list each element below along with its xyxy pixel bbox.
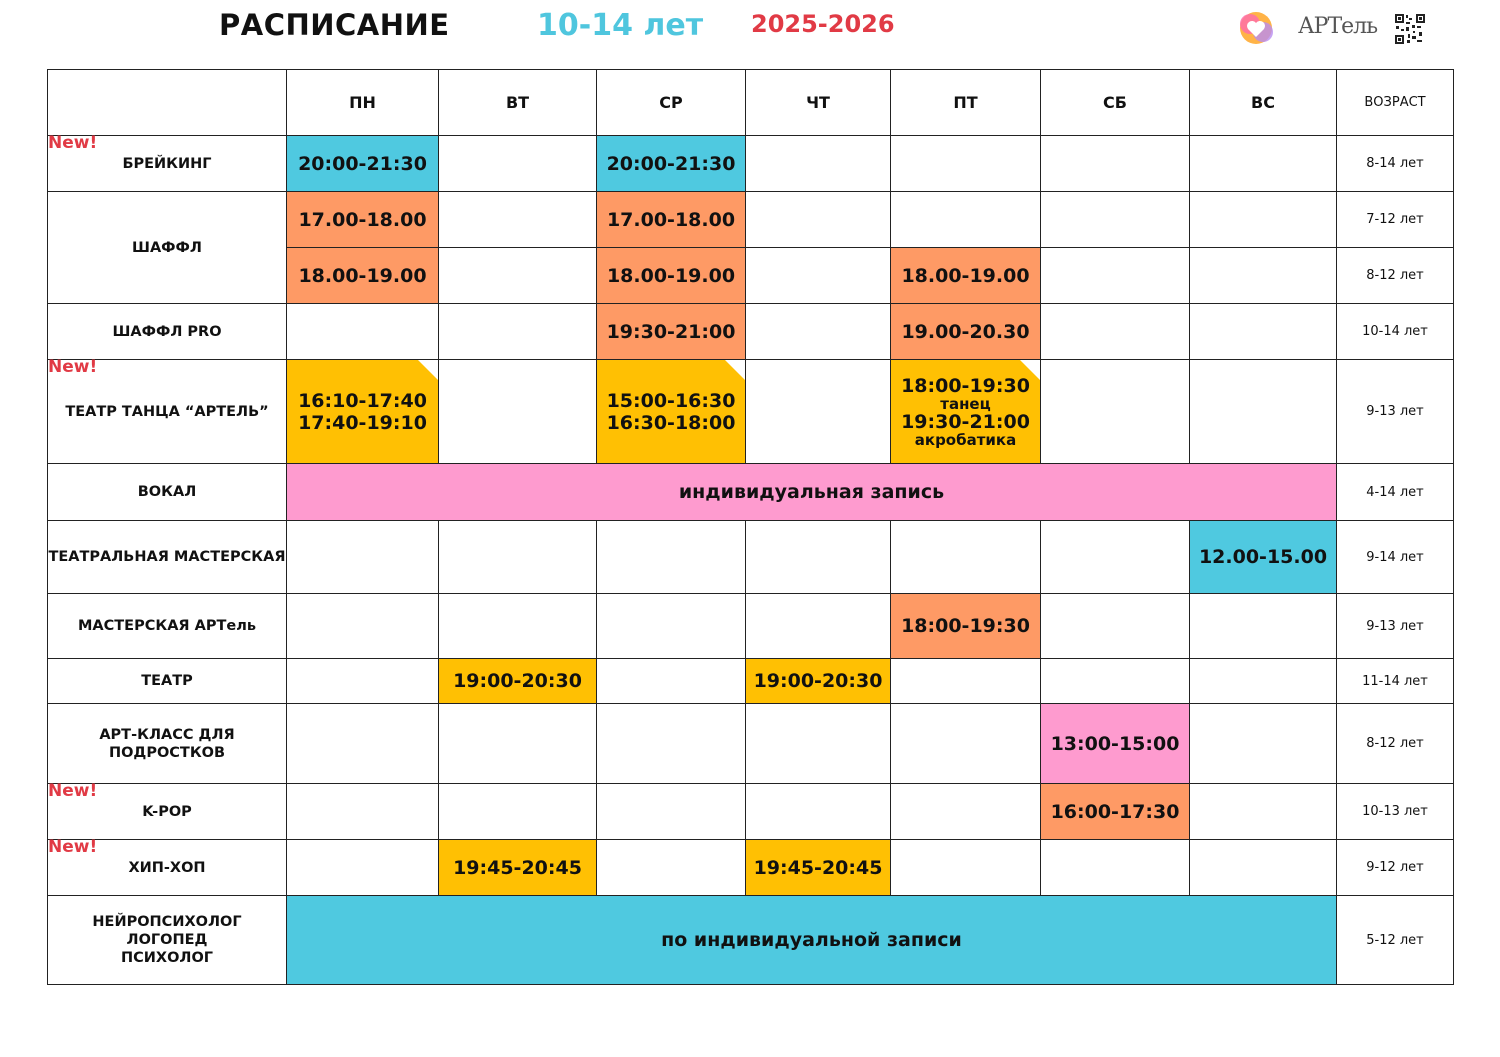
slot-wed: 17.00-18.00 xyxy=(597,192,746,248)
age-cell: 10-13 лет xyxy=(1337,784,1454,840)
qr-code-icon xyxy=(1395,14,1425,44)
day-mon: ПН xyxy=(287,70,439,136)
row-breaking xyxy=(48,136,1454,192)
slot-wed xyxy=(597,360,746,464)
age-cell: 9-14 лет xyxy=(1337,521,1454,594)
time-1: 18:00-19:30 xyxy=(901,374,1030,397)
day-wed: СР xyxy=(597,70,746,136)
class-name: ТЕАТРАЛЬНАЯ МАСТЕРСКАЯ xyxy=(48,521,287,594)
row-specialists xyxy=(48,896,1454,985)
slot-tue xyxy=(439,360,597,464)
slot-sat xyxy=(1041,594,1190,659)
slot-thu xyxy=(746,704,891,784)
slot-sun xyxy=(1190,192,1337,248)
slot-sun xyxy=(1190,594,1337,659)
slot-sun xyxy=(1190,659,1337,704)
age-group: 10-14 лет xyxy=(537,8,704,43)
new-badge: New! xyxy=(48,837,98,857)
slot-tue xyxy=(439,521,597,594)
age-cell: 9-12 лет xyxy=(1337,840,1454,896)
slot-tue xyxy=(439,594,597,659)
slot-mon: 20:00-21:30 xyxy=(287,136,439,192)
slot-fri: 18.00-19.00 xyxy=(891,248,1041,304)
slot-fri xyxy=(891,360,1041,464)
slot-fri xyxy=(891,840,1041,896)
class-name: New! K-POP xyxy=(48,784,287,840)
age-cell: 7-12 лет xyxy=(1337,192,1454,248)
class-name: НЕЙРОПСИХОЛОГ ЛОГОПЕД ПСИХОЛОГ xyxy=(48,896,287,985)
slot-tue xyxy=(439,704,597,784)
age-cell: 4-14 лет xyxy=(1337,464,1454,521)
slot-tue: 19:00-20:30 xyxy=(439,659,597,704)
slot-all-week: индивидуальная запись xyxy=(287,464,1337,521)
class-name: New! ХИП-ХОП xyxy=(48,840,287,896)
day-sat: СБ xyxy=(1041,70,1190,136)
slot-sat xyxy=(1041,659,1190,704)
slot-wed xyxy=(597,521,746,594)
slot-sat xyxy=(1041,192,1190,248)
slot-sat: 16:00-17:30 xyxy=(1041,784,1190,840)
slot-mon xyxy=(287,521,439,594)
day-fri: ПТ xyxy=(891,70,1041,136)
slot-fri xyxy=(891,659,1041,704)
row-vocal xyxy=(48,464,1454,521)
slot-mon xyxy=(287,840,439,896)
slot-sun xyxy=(1190,704,1337,784)
slot-sat xyxy=(1041,521,1190,594)
slot-sat xyxy=(1041,136,1190,192)
row-theatre xyxy=(48,659,1454,704)
slot-sat xyxy=(1041,248,1190,304)
time-2: 17:40-19:10 xyxy=(298,411,427,434)
slot-mon xyxy=(287,704,439,784)
slot-mon xyxy=(287,659,439,704)
age-cell: 9-13 лет xyxy=(1337,594,1454,659)
day-tue: ВТ xyxy=(439,70,597,136)
time-1: 16:10-17:40 xyxy=(298,389,427,412)
slot-thu xyxy=(746,248,891,304)
slot-tue xyxy=(439,192,597,248)
slot-sat xyxy=(1041,304,1190,360)
row-artel-workshop xyxy=(48,594,1454,659)
class-name: ВОКАЛ xyxy=(48,464,287,521)
age-cell: 5-12 лет xyxy=(1337,896,1454,985)
row-shuffle-pro xyxy=(48,304,1454,360)
row-theatre-workshop xyxy=(48,521,1454,594)
schedule-table xyxy=(47,69,1454,985)
age-header: ВОЗРАСТ xyxy=(1337,70,1454,136)
slot-fri xyxy=(891,704,1041,784)
slot-sun xyxy=(1190,360,1337,464)
age-cell: 8-14 лет xyxy=(1337,136,1454,192)
slot-thu xyxy=(746,594,891,659)
slot-sun: 12.00-15.00 xyxy=(1190,521,1337,594)
slot-wed xyxy=(597,840,746,896)
slot-wed: 18.00-19.00 xyxy=(597,248,746,304)
class-name: МАСТЕРСКАЯ АРТель xyxy=(48,594,287,659)
slot-thu xyxy=(746,136,891,192)
day-thu: ЧТ xyxy=(746,70,891,136)
slot-thu xyxy=(746,521,891,594)
slot-tue xyxy=(439,136,597,192)
class-name: ШАФФЛ xyxy=(48,192,287,304)
corner-cell xyxy=(48,70,287,136)
slot-fri xyxy=(891,784,1041,840)
slot-sun xyxy=(1190,784,1337,840)
class-name: New! ТЕАТР ТАНЦА “АРТЕЛЬ” xyxy=(48,360,287,464)
slot-thu xyxy=(746,360,891,464)
slot-tue xyxy=(439,304,597,360)
slot-mon xyxy=(287,594,439,659)
slot-wed xyxy=(597,784,746,840)
slot-sun xyxy=(1190,304,1337,360)
class-name: АРТ-КЛАСС ДЛЯ ПОДРОСТКОВ xyxy=(48,704,287,784)
row-dance-theatre xyxy=(48,360,1454,464)
note-2: акробатика xyxy=(914,430,1017,449)
slot-thu: 19:00-20:30 xyxy=(746,659,891,704)
slot-mon: 17.00-18.00 xyxy=(287,192,439,248)
day-sun: ВС xyxy=(1190,70,1337,136)
row-hiphop xyxy=(48,840,1454,896)
row-kpop xyxy=(48,784,1454,840)
note-1: танец xyxy=(940,394,991,413)
age-cell: 8-12 лет xyxy=(1337,704,1454,784)
age-cell: 10-14 лет xyxy=(1337,304,1454,360)
slot-fri: 19.00-20.30 xyxy=(891,304,1041,360)
page-title: РАСПИСАНИЕ xyxy=(219,8,450,42)
heart-logo-icon xyxy=(1236,10,1276,46)
slot-tue xyxy=(439,248,597,304)
slot-mon xyxy=(287,784,439,840)
slot-sun xyxy=(1190,136,1337,192)
slot-thu xyxy=(746,304,891,360)
slot-tue xyxy=(439,784,597,840)
slot-wed xyxy=(597,594,746,659)
season: 2025-2026 xyxy=(751,10,895,38)
row-art-class xyxy=(48,704,1454,784)
slot-fri xyxy=(891,192,1041,248)
age-cell: 11-14 лет xyxy=(1337,659,1454,704)
slot-all-week: по индивидуальной записи xyxy=(287,896,1337,985)
slot-thu xyxy=(746,192,891,248)
header xyxy=(0,0,1500,60)
slot-sat xyxy=(1041,360,1190,464)
age-cell: 8-12 лет xyxy=(1337,248,1454,304)
time-2: 19:30-21:00 xyxy=(901,410,1030,433)
time-2: 16:30-18:00 xyxy=(606,411,736,434)
slot-mon xyxy=(287,360,439,464)
slot-sat: 13:00-15:00 xyxy=(1041,704,1190,784)
slot-thu xyxy=(746,784,891,840)
class-name: New! БРЕЙКИНГ xyxy=(48,136,287,192)
slot-fri xyxy=(891,136,1041,192)
slot-fri: 18:00-19:30 xyxy=(891,594,1041,659)
slot-sat xyxy=(1041,840,1190,896)
time-1: 15:00-16:30 xyxy=(606,389,736,412)
slot-wed: 19:30-21:00 xyxy=(597,304,746,360)
slot-wed xyxy=(597,704,746,784)
slot-thu: 19:45-20:45 xyxy=(746,840,891,896)
new-badge: New! xyxy=(48,357,98,377)
slot-wed xyxy=(597,659,746,704)
slot-mon: 18.00-19.00 xyxy=(287,248,439,304)
header-row xyxy=(48,70,1454,136)
age-cell: 9-13 лет xyxy=(1337,360,1454,464)
slot-tue: 19:45-20:45 xyxy=(439,840,597,896)
slot-fri xyxy=(891,521,1041,594)
new-badge: New! xyxy=(48,133,98,153)
slot-sun xyxy=(1190,248,1337,304)
class-name: ТЕАТР xyxy=(48,659,287,704)
brand-logo: АРТель xyxy=(1298,14,1378,39)
class-name: ШАФФЛ PRO xyxy=(48,304,287,360)
slot-sun xyxy=(1190,840,1337,896)
new-badge: New! xyxy=(48,781,98,801)
row-shuffle-1 xyxy=(48,192,1454,248)
slot-wed: 20:00-21:30 xyxy=(597,136,746,192)
slot-mon xyxy=(287,304,439,360)
